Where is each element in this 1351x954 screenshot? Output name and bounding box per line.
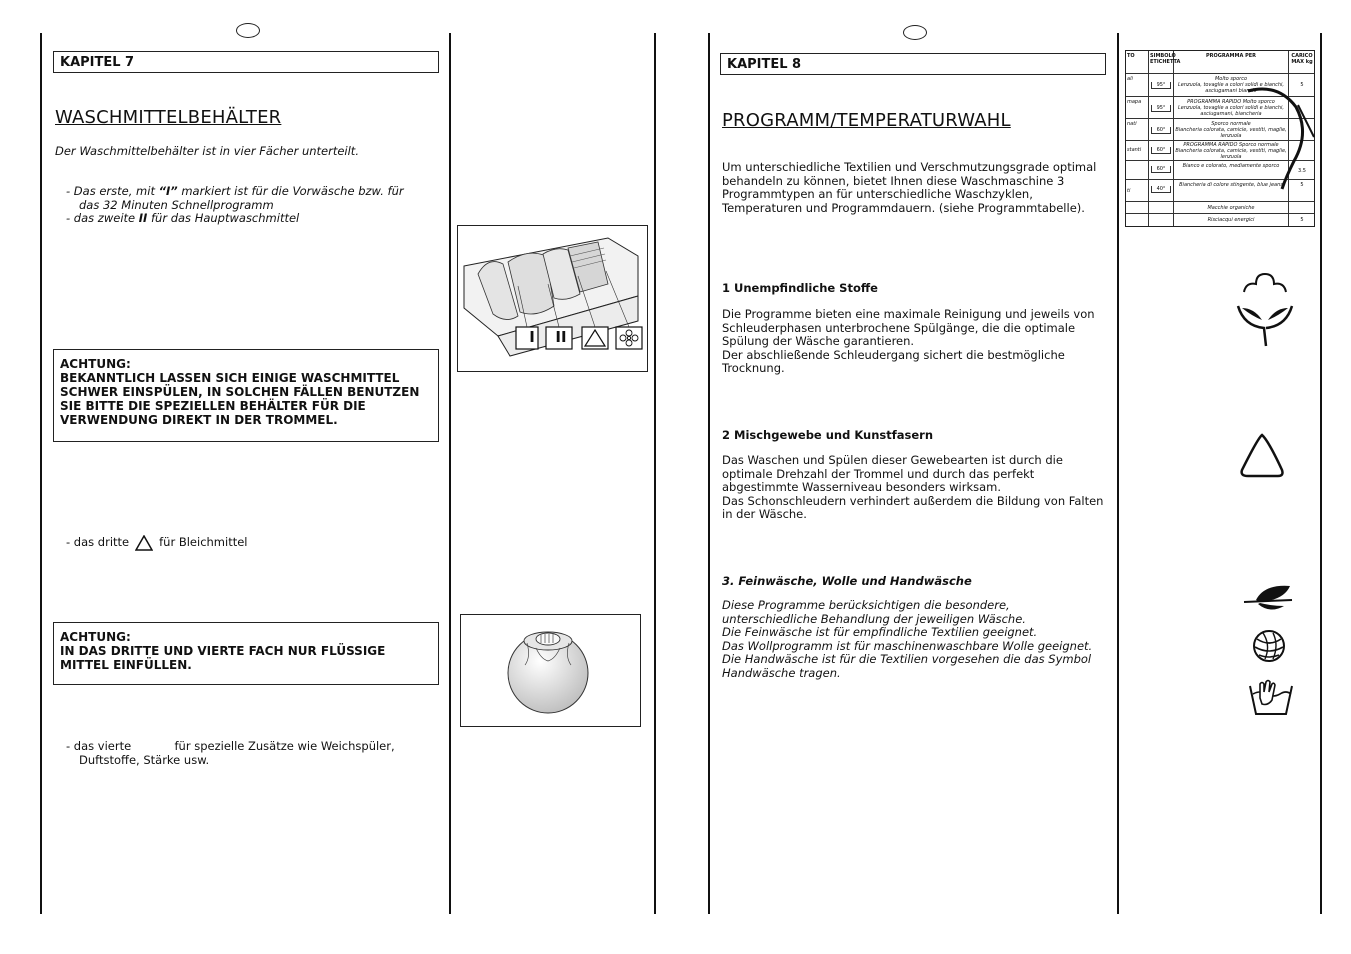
right-page-edge (1320, 33, 1322, 914)
warning-box-1 (53, 349, 439, 442)
language-oval-left (236, 23, 260, 38)
detergent-drawer-illustration (458, 226, 647, 371)
item2-post: für das Hauptwaschmittel (147, 211, 300, 225)
table-curve-marker-icon (1238, 77, 1318, 197)
row-load: 5 (1300, 82, 1304, 88)
drawer-label-I: I (529, 328, 535, 346)
chapter-7-box: KAPITEL 7 (53, 51, 439, 73)
item1-line2: das 32 Minuten Schnellprogramm (79, 197, 274, 212)
table-header-col1: TO (1127, 53, 1135, 59)
bleach-triangle-icon (135, 535, 153, 551)
delicate-feather-icon (1240, 582, 1296, 616)
warning-box-2 (53, 622, 439, 685)
right-column-divider (1117, 33, 1119, 914)
left-page-title: WASCHMITTELBEHÄLTER (55, 107, 282, 128)
item3-pre: - das dritte (66, 535, 130, 550)
item1-post: markiert ist für die Vorwäsche bzw. für (177, 184, 404, 198)
row-load: 5 (1300, 182, 1304, 188)
warning2-body: IN DAS DRITTE UND VIERTE FACH NUR FLÜSSIGE MITTEL EINFÜLLEN. (60, 644, 386, 672)
wash-temp-symbol: 40° (1151, 186, 1171, 193)
list-item-fourth (66, 740, 436, 767)
table-header-col2: SIMBOLO ETICHETTA (1150, 53, 1181, 65)
section2-body: Das Waschen und Spülen dieser Gewebearten ist durch die optimale Drehzahl der Trommel und durch das perfekt abgestimmte Wasserniveau besonders wirksam. Das Schonschleudern verhindert außerdem die Bildung von Falten in der Wäsche. (722, 453, 1104, 521)
wash-temp-symbol: 60° (1151, 147, 1171, 154)
item1-mark: “I” (158, 184, 178, 198)
chapter-8-box: KAPITEL 8 (720, 53, 1106, 75)
item2-pre: - das zweite (66, 211, 139, 225)
row-description: Macchie organiche (1207, 205, 1255, 211)
table-row (1126, 202, 1316, 213)
section3-body: Diese Programme berücksichtigen die besondere, unterschiedliche Behandlung der jeweiligen Wäsche. Die Feinwäsche ist für empfindliche Textilien geeignet. Das Wollprogramm ist für maschinenwaschbare Wolle geeignet. Die Handwäsche ist für die Textilien vorgesehen die das Symbol Handwäsche tragen. (722, 598, 1093, 680)
section1-body: Die Programme bieten eine maximale Reinigung und jeweils von Schleuderphasen unterbrochene Spülgänge, die die optimale Spülung der Wäsche garantieren. Der abschließende Schleudergang sichert die bestmögliche Trocknung. (722, 307, 1095, 375)
right-margin-line (708, 33, 710, 914)
list-item-first (66, 185, 436, 212)
language-oval-right (903, 25, 927, 40)
item4-pre: - das vierte (66, 739, 132, 753)
left-page-edge (654, 33, 656, 914)
table-header-col3: PROGRAMMA PER (1205, 53, 1257, 59)
programme-table (1125, 50, 1315, 227)
warning2-heading: ACHTUNG: (60, 630, 131, 644)
section2-heading: 2 Mischgewebe und Kunstfasern (722, 428, 934, 442)
list-item-third (66, 535, 436, 551)
table-header-col4: CARICO MAX kg (1291, 53, 1313, 65)
row-left-label: ali (1127, 76, 1133, 82)
wash-temp-symbol: 95° (1151, 82, 1171, 89)
row-left-label: mapa (1127, 99, 1142, 105)
warning1-body: BEKANNTLICH LASSEN SICH EINIGE WASCHMITTEL SCHWER EINSPÜLEN, IN SOLCHEN FÄLLEN BENUTZEN SIE BITTE DIE SPEZIELLEN BEHÄLTER FÜR DIE VERWENDUNG DIREKT IN DER TROMMEL. (60, 371, 420, 427)
dosing-ball-figure (460, 614, 641, 727)
item2-mark: II (138, 211, 148, 225)
right-intro: Um unterschiedliche Textilien und Verschmutzungsgrade optimal behandeln zu können, bietet Ihnen diese Waschmaschine 3 Programmtypen an für unterschiedliche Waschzyklen, Temperaturen und Programmdauern. (siehe Programmtabelle). (722, 160, 1097, 215)
row-description: Sporco normale Biancheria colorata, camicie, vestiti, maglie, lenzuola (1175, 121, 1287, 139)
row-load: 5 (1300, 217, 1304, 223)
row-left-label: ti (1127, 188, 1131, 194)
wool-ball-icon (1251, 629, 1287, 663)
row-left-label: stanti (1127, 147, 1142, 153)
section3-heading: 3. Feinwäsche, Wolle und Handwäsche (722, 574, 972, 588)
wash-temp-symbol: 60° (1151, 166, 1171, 173)
row-description: Risciacqui energici (1207, 217, 1255, 223)
row-description: PROGRAMMA RAPIDO Molto sporco Lenzuola, tovaglie a colori solidi e bianchi, asciugamani, biancheria (1177, 99, 1285, 117)
detergent-drawer-figure (457, 225, 648, 372)
left-intro: Der Waschmittelbehälter ist in vier Fächer unterteilt. (55, 144, 359, 158)
item1-pre: - Das erste, mit (66, 184, 159, 198)
row-description: Biancheria di colore stingente, blue jeans (1179, 182, 1283, 188)
left-margin-line (40, 33, 42, 914)
row-description: PROGRAMMA RAPIDO Sporco normale Biancheria colorata, camicie, vestiti, maglie, lenzuola (1175, 142, 1287, 160)
warning1-heading: ACHTUNG: (60, 357, 131, 371)
hand-wash-icon (1246, 678, 1296, 718)
right-page-title: PROGRAMM/TEMPERATURWAHL (722, 110, 1011, 131)
item3-post: für Bleichmittel (159, 535, 248, 550)
left-column-divider (449, 33, 451, 914)
item4-post: für spezielle Zusätze wie Weichspüler, (174, 739, 395, 753)
wash-temp-symbol: 60° (1151, 127, 1171, 134)
row-left-label: nati (1127, 121, 1137, 127)
row-load: 3.5 (1298, 168, 1306, 174)
item4-line2: Duftstoffe, Stärke usw. (79, 752, 210, 767)
cotton-plant-icon (1234, 270, 1296, 350)
dosing-ball-illustration (461, 615, 640, 726)
drawer-label-II: II (555, 328, 567, 346)
list-item-second (66, 212, 436, 226)
row-description: Molto sporco Lenzuola, tovaglie a colori solidi e bianchi, asciugamani bianchi (1177, 76, 1285, 94)
synthetic-triangle-icon (1236, 432, 1288, 480)
wash-temp-symbol: 95° (1151, 105, 1171, 112)
section1-heading: 1 Unempfindliche Stoffe (722, 281, 878, 295)
row-description: Bianco e colorato, mediamente sporco (1182, 163, 1280, 169)
table-row (1126, 214, 1316, 226)
